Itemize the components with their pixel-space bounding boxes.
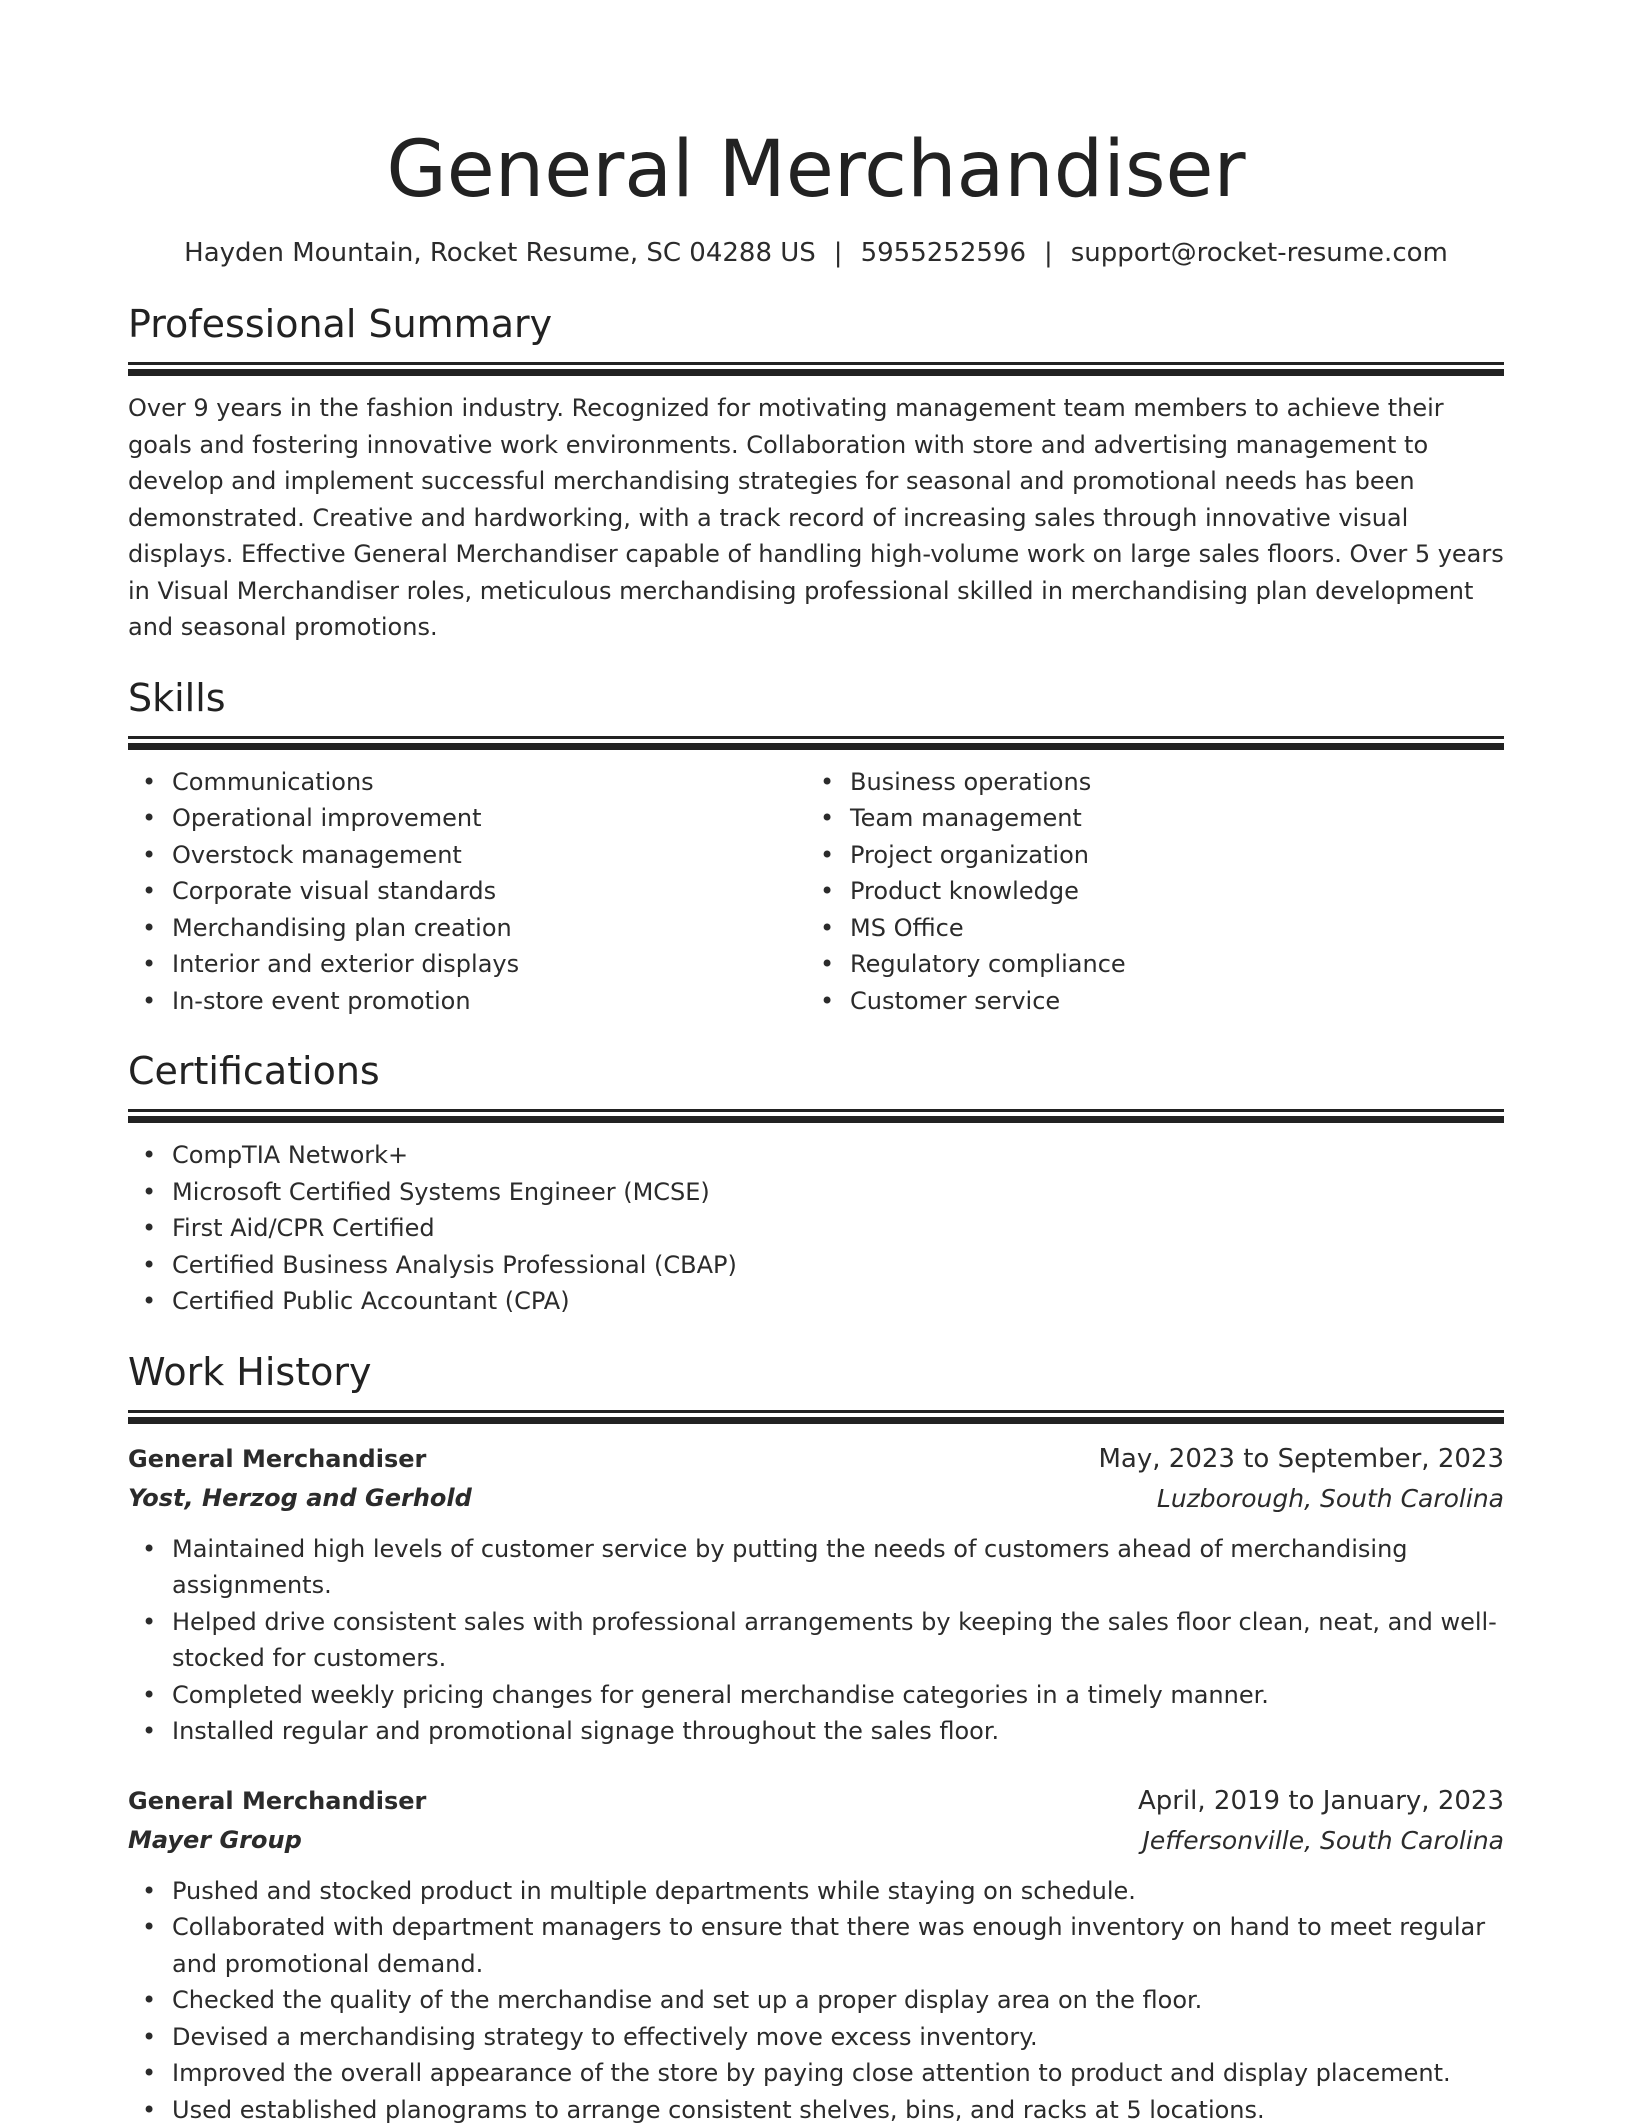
bullet-icon: • xyxy=(142,1531,156,1568)
job-company-row xyxy=(128,1479,1504,1518)
bullet-icon: • xyxy=(142,764,156,801)
contact-phone: 5955252596 xyxy=(861,238,1026,268)
certification-item: • Certified Public Accountant (CPA) xyxy=(128,1283,1504,1320)
job-title: General Merchandiser xyxy=(128,1440,426,1479)
skill-item: • Project organization xyxy=(806,837,1484,874)
job-bullet-item: • Installed regular and promotional signage throughout the sales floor. xyxy=(128,1713,1504,1750)
bullet-icon: • xyxy=(820,983,834,1020)
bullet-icon: • xyxy=(142,1713,156,1750)
resume-page xyxy=(128,0,1504,2128)
job-location: Jeffersonville, South Carolina xyxy=(1142,1821,1504,1860)
certification-item: • First Aid/CPR Certified xyxy=(128,1210,1504,1247)
summary-section xyxy=(128,300,1504,646)
section-divider-thick xyxy=(128,1417,1504,1424)
job-bullet-item: • Improved the overall appearance of the store by paying close attention to product and display placement. xyxy=(128,2055,1504,2092)
skill-item: • Operational improvement xyxy=(128,800,806,837)
bullet-icon: • xyxy=(820,800,834,837)
section-divider xyxy=(128,736,1504,739)
job-title: General Merchandiser xyxy=(128,1782,426,1821)
job-dates: April, 2019 to January, 2023 xyxy=(1138,1782,1504,1821)
bullet-icon: • xyxy=(142,910,156,947)
contact-address: Hayden Mountain, Rocket Resume, SC 04288 US xyxy=(184,238,816,268)
bullet-icon: • xyxy=(142,983,156,1020)
skill-item: • Regulatory compliance xyxy=(806,946,1484,983)
skill-item: • Product knowledge xyxy=(806,873,1484,910)
bullet-icon: • xyxy=(142,1174,156,1211)
job-bullet-item: • Checked the quality of the merchandise and set up a proper display area on the floor. xyxy=(128,1982,1504,2019)
certification-item: • CompTIA Network+ xyxy=(128,1137,1504,1174)
skill-item: • Business operations xyxy=(806,764,1484,801)
skills-section xyxy=(128,674,1504,1020)
certification-item: • Microsoft Certified Systems Engineer (MCSE) xyxy=(128,1174,1504,1211)
bullet-icon: • xyxy=(820,946,834,983)
certifications-section xyxy=(128,1047,1504,1320)
bullet-icon: • xyxy=(142,2092,156,2128)
job-entry xyxy=(128,1782,1504,2128)
bullet-icon: • xyxy=(142,2055,156,2092)
skill-item: • Interior and exterior displays xyxy=(128,946,806,983)
job-bullet-item: • Used established planograms to arrange consistent shelves, bins, and racks at 5 locations. xyxy=(128,2092,1504,2128)
bullet-icon: • xyxy=(142,1909,156,1946)
skill-item: • Customer service xyxy=(806,983,1484,1020)
bullet-icon: • xyxy=(142,1604,156,1641)
bullet-icon: • xyxy=(142,1982,156,2019)
bullet-icon: • xyxy=(142,837,156,874)
section-title-certifications: Certifications xyxy=(128,1047,1504,1095)
bullet-icon: • xyxy=(820,873,834,910)
job-bullets xyxy=(128,1531,1504,1750)
section-divider xyxy=(128,362,1504,365)
job-bullet-item: • Devised a merchandising strategy to effectively move excess inventory. xyxy=(128,2019,1504,2056)
skill-item: • Corporate visual standards xyxy=(128,873,806,910)
job-bullets xyxy=(128,1873,1504,2128)
job-dates: May, 2023 to September, 2023 xyxy=(1099,1440,1505,1479)
bullet-icon: • xyxy=(142,946,156,983)
skills-list-right xyxy=(806,764,1484,1020)
page-title: General Merchandiser xyxy=(128,0,1504,222)
contact-separator: | xyxy=(834,236,843,270)
bullet-icon: • xyxy=(142,1210,156,1247)
job-header-row xyxy=(128,1440,1504,1479)
summary-text: Over 9 years in the fashion industry. Recognized for motivating management team members to achieve their goals and fostering innovative work environments. Collaboration with store and advertising management to develop and implement successful merchandising strategies for seasonal and promotional needs has been demonstrated. Creative and hardworking, with a track record of increasing sales through innovative visual displays. Effective General Merchandiser capable of handling high-volume work on large sales floors. Over 5 years in Visual Merchandiser roles, meticulous merchandising professional skilled in merchandising plan development and seasonal promotions. xyxy=(128,390,1504,646)
skill-item: • Team management xyxy=(806,800,1484,837)
job-bullet-item: • Pushed and stocked product in multiple departments while staying on schedule. xyxy=(128,1873,1504,1910)
bullet-icon: • xyxy=(820,837,834,874)
contact-email: support@rocket-resume.com xyxy=(1071,238,1448,268)
bullet-icon: • xyxy=(142,1283,156,1320)
bullet-icon: • xyxy=(142,1873,156,1910)
section-divider-thick xyxy=(128,369,1504,376)
job-company: Yost, Herzog and Gerhold xyxy=(128,1479,472,1518)
section-title-skills: Skills xyxy=(128,674,1504,722)
certifications-list xyxy=(128,1137,1504,1320)
skill-item: • Merchandising plan creation xyxy=(128,910,806,947)
bullet-icon: • xyxy=(820,910,834,947)
job-company: Mayer Group xyxy=(128,1821,302,1860)
job-bullet-item: • Collaborated with department managers to ensure that there was enough inventory on hand to meet regular and promotional demand. xyxy=(128,1909,1504,1982)
job-header-row xyxy=(128,1782,1504,1821)
section-divider xyxy=(128,1410,1504,1413)
bullet-icon: • xyxy=(142,1247,156,1284)
section-divider xyxy=(128,1109,1504,1112)
bullet-icon: • xyxy=(142,1677,156,1714)
job-location: Luzborough, South Carolina xyxy=(1157,1479,1504,1518)
skill-item: • Overstock management xyxy=(128,837,806,874)
job-bullet-item: • Completed weekly pricing changes for general merchandise categories in a timely manner. xyxy=(128,1677,1504,1714)
bullet-icon: • xyxy=(142,873,156,910)
bullet-icon: • xyxy=(142,2019,156,2056)
bullet-icon: • xyxy=(820,764,834,801)
job-company-row xyxy=(128,1821,1504,1860)
bullet-icon: • xyxy=(142,800,156,837)
skills-columns xyxy=(128,764,1504,1020)
skill-item: • In-store event promotion xyxy=(128,983,806,1020)
bullet-icon: • xyxy=(142,1137,156,1174)
section-divider-thick xyxy=(128,1116,1504,1123)
job-bullet-item: • Maintained high levels of customer service by putting the needs of customers ahead of merchandising assignments. xyxy=(128,1531,1504,1604)
job-entry xyxy=(128,1440,1504,1750)
job-bullet-item: • Helped drive consistent sales with professional arrangements by keeping the sales floor clean, neat, and well-stocked for customers. xyxy=(128,1604,1504,1677)
skills-list-left xyxy=(128,764,806,1020)
work-history-section xyxy=(128,1348,1504,2128)
skill-item: • Communications xyxy=(128,764,806,801)
section-divider-thick xyxy=(128,743,1504,750)
section-title-work-history: Work History xyxy=(128,1348,1504,1396)
contact-separator: | xyxy=(1044,236,1053,270)
skill-item: • MS Office xyxy=(806,910,1484,947)
contact-line xyxy=(128,236,1504,270)
certification-item: • Certified Business Analysis Professional (CBAP) xyxy=(128,1247,1504,1284)
section-title-summary: Professional Summary xyxy=(128,300,1504,348)
